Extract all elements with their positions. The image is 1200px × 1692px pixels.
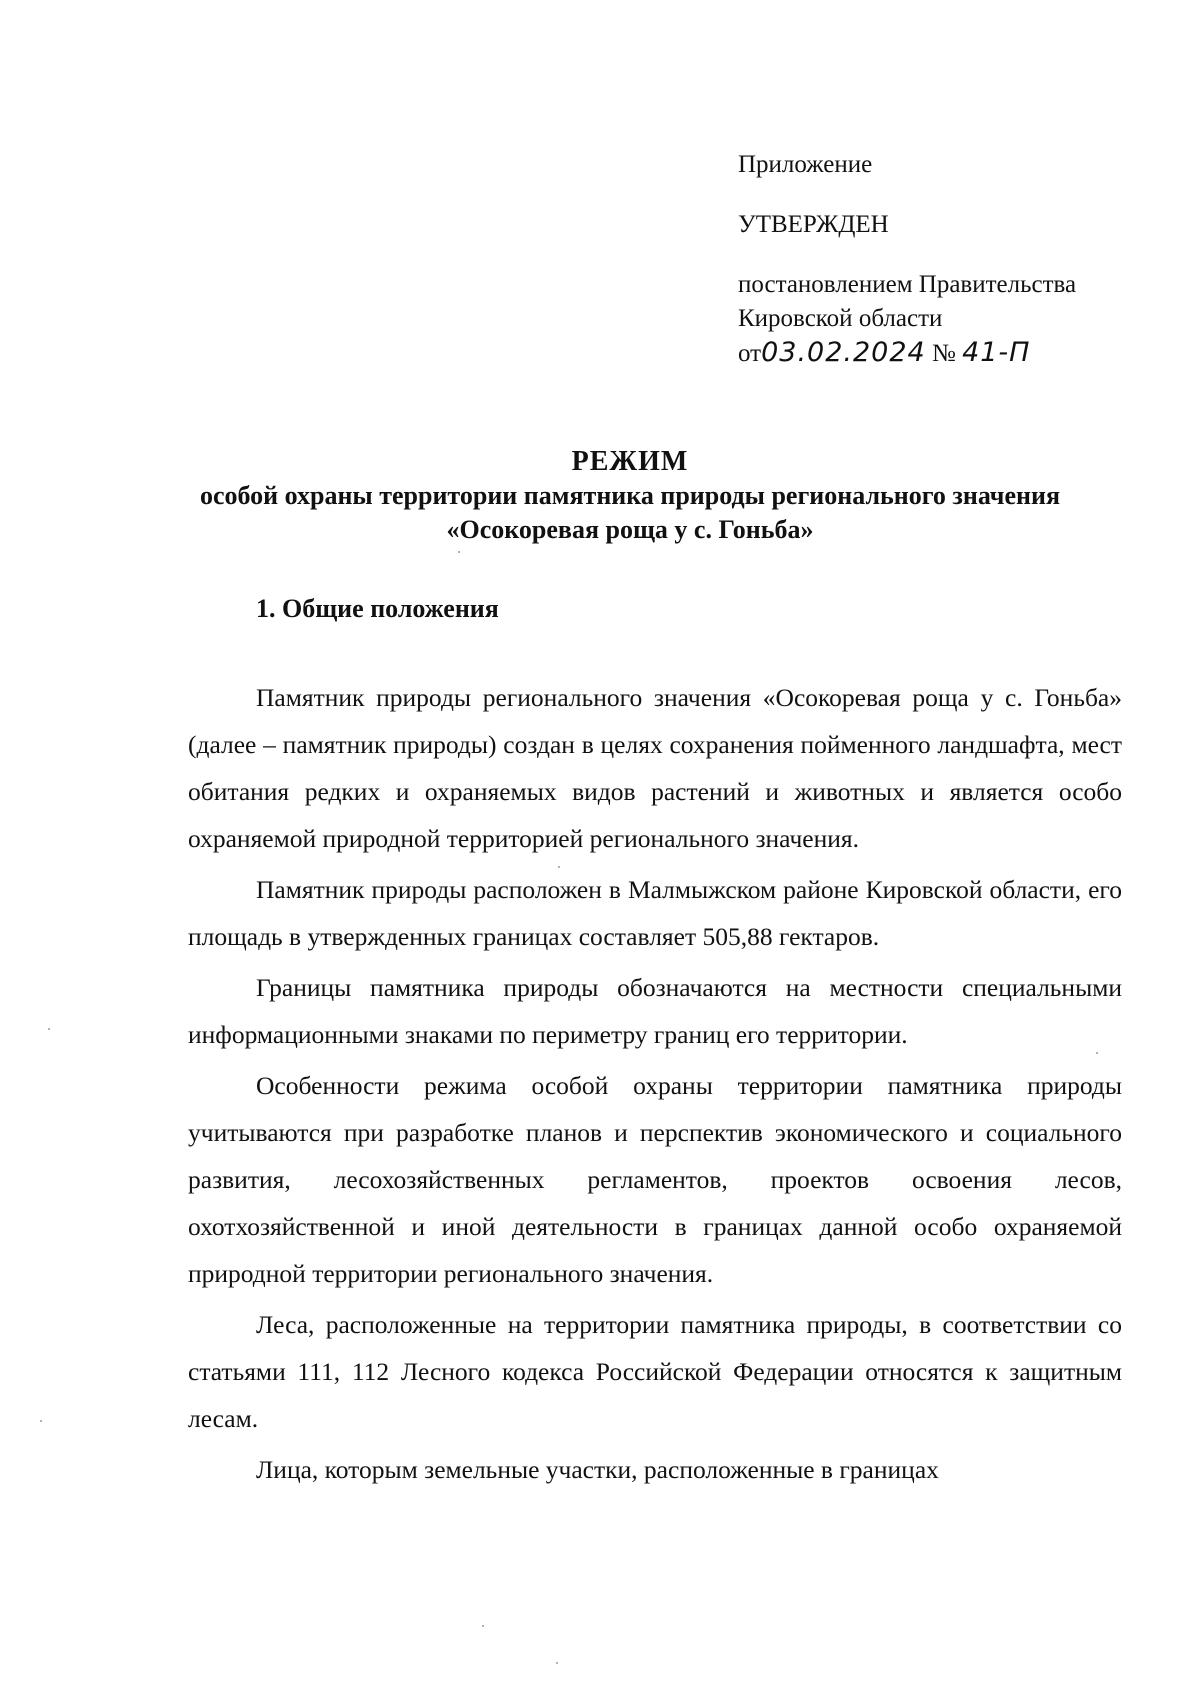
scan-speck xyxy=(482,1625,484,1627)
paragraph: Лица, которым земельные участки, расположенные в границах xyxy=(256,1455,939,1484)
paragraph: Особенности режима особой охраны территории памятника природы учитываются при разработке планов и перспектив экономического и социального развития, лесохозяйственных регламентов, проектов освоения лесов, охотхозяйственной и иной деятельности в границах данной особо охраняемой природной территории регионального значения. xyxy=(188,1071,1122,1288)
scan-speck xyxy=(48,1028,50,1030)
document-heading xyxy=(150,445,1110,547)
document-subtitle-name: «Осокоревая роща у с. Гоньба» xyxy=(446,515,814,544)
approval-block xyxy=(738,148,1158,371)
paragraph: Памятник природы расположен в Малмыжском районе Кировской области, его площадь в утвержденных границах составляет 505,88 гектаров. xyxy=(188,875,1122,951)
decree-date-line xyxy=(738,336,1158,371)
paragraph: Памятник природы регионального значения «Осокоревая роща у с. Гоньба» (далее – памятник природы) создан в целях сохранения пойменного ландшафта, мест обитания редких и охраняемых видов растений и животных и является особо охраняемой природной территорией регионального значения. xyxy=(188,683,1122,853)
document-title: РЕЖИМ xyxy=(571,446,689,477)
section-title: 1. Общие положения xyxy=(256,594,499,623)
scan-speck xyxy=(458,551,460,553)
document-subtitle: особой охраны территории памятника природы регионального значения xyxy=(199,481,1061,510)
approved-label: УТВЕРЖДЕН xyxy=(738,211,889,238)
paragraph: Леса, расположенные на территории памятника природы, в соответствии со статьями 111, 112 Лесного кодекса Российской Федерации относятся к защитным лесам. xyxy=(188,1310,1122,1433)
date-prefix: от xyxy=(738,340,762,367)
scan-speck xyxy=(558,866,560,868)
scan-speck xyxy=(40,1420,42,1422)
body-text xyxy=(188,674,1122,1497)
scan-speck xyxy=(1096,1052,1098,1054)
appendix-label: Приложение xyxy=(738,151,873,178)
number-prefix: № xyxy=(931,340,956,367)
scan-speck xyxy=(556,1662,558,1664)
decree-line-1: постановлением Правительства xyxy=(738,271,1077,298)
handwritten-date: 03.02.2024 xyxy=(761,337,926,368)
handwritten-number: 41-П xyxy=(962,337,1031,368)
paragraph: Границы памятника природы обозначаются на местности специальными информационными знаками по периметру границ его территории. xyxy=(188,973,1122,1049)
decree-line-2: Кировской области xyxy=(738,305,943,332)
